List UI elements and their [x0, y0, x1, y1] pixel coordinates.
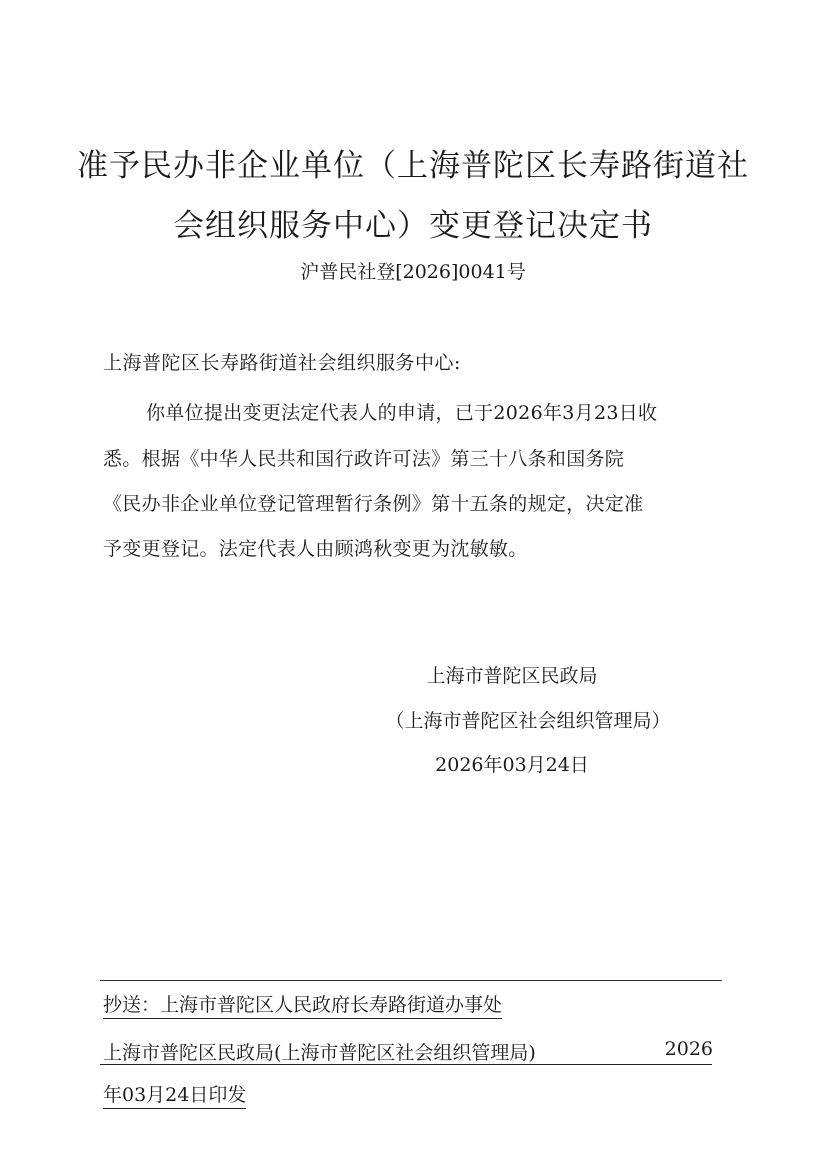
- cc-line-1-text: 抄送：上海市普陀区人民政府长寿路街道办事处: [103, 994, 502, 1019]
- cc-line-3: [103, 1080, 246, 1107]
- body-line-4: 予变更登记。法定代表人由顾鸿秋变更为沈敏敏。: [103, 538, 528, 560]
- document-title-line-2: 会组织服务中心）变更登记决定书: [173, 208, 653, 244]
- signature-date: 2026年03月24日: [435, 754, 589, 776]
- signature-org-alt: （上海市普陀区社会组织管理局）: [385, 710, 671, 732]
- body-line-3: 《民办非企业单位登记管理暂行条例》第十五条的规定，决定准: [103, 493, 644, 515]
- document-title-line-1: 准予民办非企业单位（上海普陀区长寿路街道社: [77, 148, 749, 184]
- document-number: 沪普民社登[2026]0041号: [300, 261, 526, 283]
- cc-line-2-text: 上海市普陀区民政局(上海市普陀区社会组织管理局): [103, 1042, 536, 1064]
- cc-divider: [100, 980, 722, 981]
- body-line-2: 悉。根据《中华人民共和国行政许可法》第三十八条和国务院: [103, 448, 625, 470]
- cc-line-2-underline: [100, 1064, 712, 1065]
- recipient: 上海普陀区长寿路街道社会组织服务中心:: [103, 352, 461, 374]
- cc-line-1: [103, 990, 502, 1017]
- body-line-1: 你单位提出变更法定代表人的申请，已于2026年3月23日收: [146, 402, 658, 424]
- cc-line-3-text: 年03月24日印发: [103, 1084, 246, 1109]
- cc-line-2-year: 2026: [664, 1038, 713, 1060]
- signature-org: 上海市普陀区民政局: [426, 665, 598, 687]
- cc-line-2: [103, 1038, 713, 1065]
